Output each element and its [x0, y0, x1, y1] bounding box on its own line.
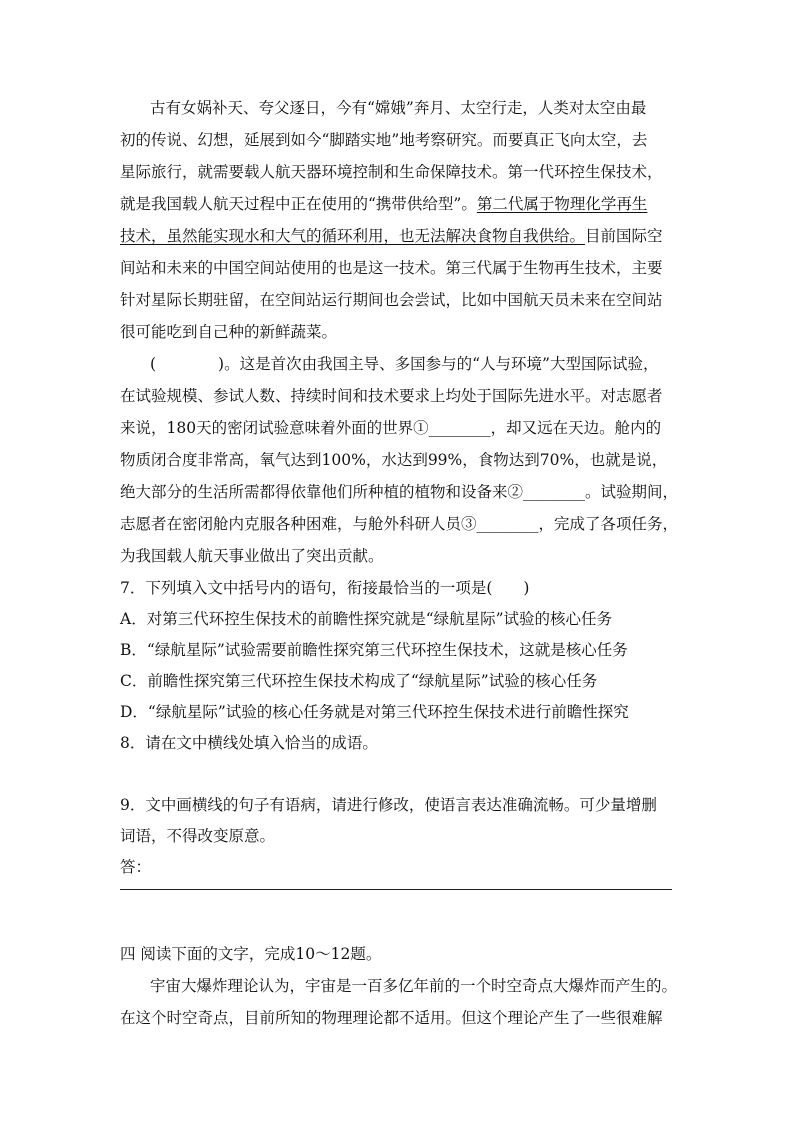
question-9-line-2: 词语，不得改变原意。	[120, 827, 276, 845]
passage1-line-8: 很可能吃到自己种的新鲜蔬菜。	[120, 323, 338, 341]
section-4-line-1: 宇宙大爆炸理论认为，宇宙是一百多亿年前的一个时空奇点大爆炸而产生的。	[150, 977, 678, 995]
question-7-stem: 7．下列填入文中括号内的语句，衔接最恰当的一项是( )	[120, 579, 530, 597]
passage1-line-1: 古有女娲补天、夸父逐日，今有“嫦娥”奔月、太空行走，人类对太空由最	[150, 99, 647, 117]
passage1-line-5	[120, 226, 663, 246]
passage2-line-1: ( )。这是首次由我国主导、多国参与的“人与环境”大型国际试验，	[150, 355, 659, 373]
passage1-line-3: 星际旅行，就需要载人航天器环境控制和生命保障技术。第一代环控生保技术，	[120, 163, 663, 181]
question-7-option-c: C．前瞻性探究第三代环控生保技术构成了“绿航星际”试验的核心任务	[120, 672, 598, 690]
question-7-option-b: B．“绿航星际”试验需要前瞻性探究第三代环控生保技术，这就是核心任务	[120, 641, 628, 659]
passage2-line-4: 物质闭合度非常高，氧气达到100%，水达到99%，食物达到70%，也就是说，	[120, 451, 668, 469]
passage1-line-7: 针对星际长期驻留，在空间站运行期间也会尝试，比如中国航天员未来在空间站	[120, 291, 663, 309]
answer-label: 答：	[120, 858, 152, 876]
passage2-line-2: 在试验规模、参试人数、持续时间和技术要求上均处于国际先进水平。对志愿者	[120, 387, 663, 405]
question-7-option-d: D．“绿航星际”试验的核心任务就是对第三代环控生保技术进行前瞻性探究	[120, 703, 629, 721]
question-8: 8．请在文中横线处填入恰当的成语。	[120, 734, 378, 752]
passage1-line-2: 初的传说、幻想，延展到如今“脚踏实地”地考察研究。而要真正飞向太空，去	[120, 131, 648, 149]
passage1-line-6: 间站和未来的中国空间站使用的也是这一技术。第三代属于生物再生技术，主要	[120, 259, 663, 277]
passage2-line-5: 绝大部分的生活所需都得依靠他们所种植的植物和设备来②________。试验期间，	[120, 483, 679, 501]
underlined-sentence-part-2: 技术，虽然能实现水和大气的循环利用，也无法解决食物自我供给。	[120, 227, 586, 245]
underlined-sentence-part-1: 第二代属于物理化学再生	[476, 195, 648, 213]
section-4-heading: 四 阅读下面的文字，完成10～12题。	[120, 945, 382, 963]
question-7-option-a: A．对第三代环控生保技术的前瞻性探究就是“绿航星际”试验的核心任务	[120, 610, 613, 628]
passage1-line-5-text: 目前国际空	[585, 227, 663, 245]
question-9-line-1: 9．文中画横线的句子有语病，请进行修改，使语言表达准确流畅。可少量增删	[120, 796, 657, 814]
passage1-line-4-text: 就是我国载人航天过程中正在使用的“携带供给型”。	[120, 195, 477, 213]
answer-line	[120, 889, 672, 890]
passage2-line-3: 来说，180天的密闭试验意味着外面的世界①________，却又远在天边。舱内的	[120, 419, 662, 437]
passage1-line-4	[120, 194, 647, 214]
section-4-line-2: 在这个时空奇点，目前所知的物理理论都不适用。但这个理论产生了一些很难解	[120, 1009, 663, 1027]
passage2-line-6: 志愿者在密闭舱内克服各种困难，与舱外科研人员③________，完成了各项任务，	[120, 515, 679, 533]
passage2-line-7: 为我国载人航天事业做出了突出贡献。	[120, 547, 384, 565]
